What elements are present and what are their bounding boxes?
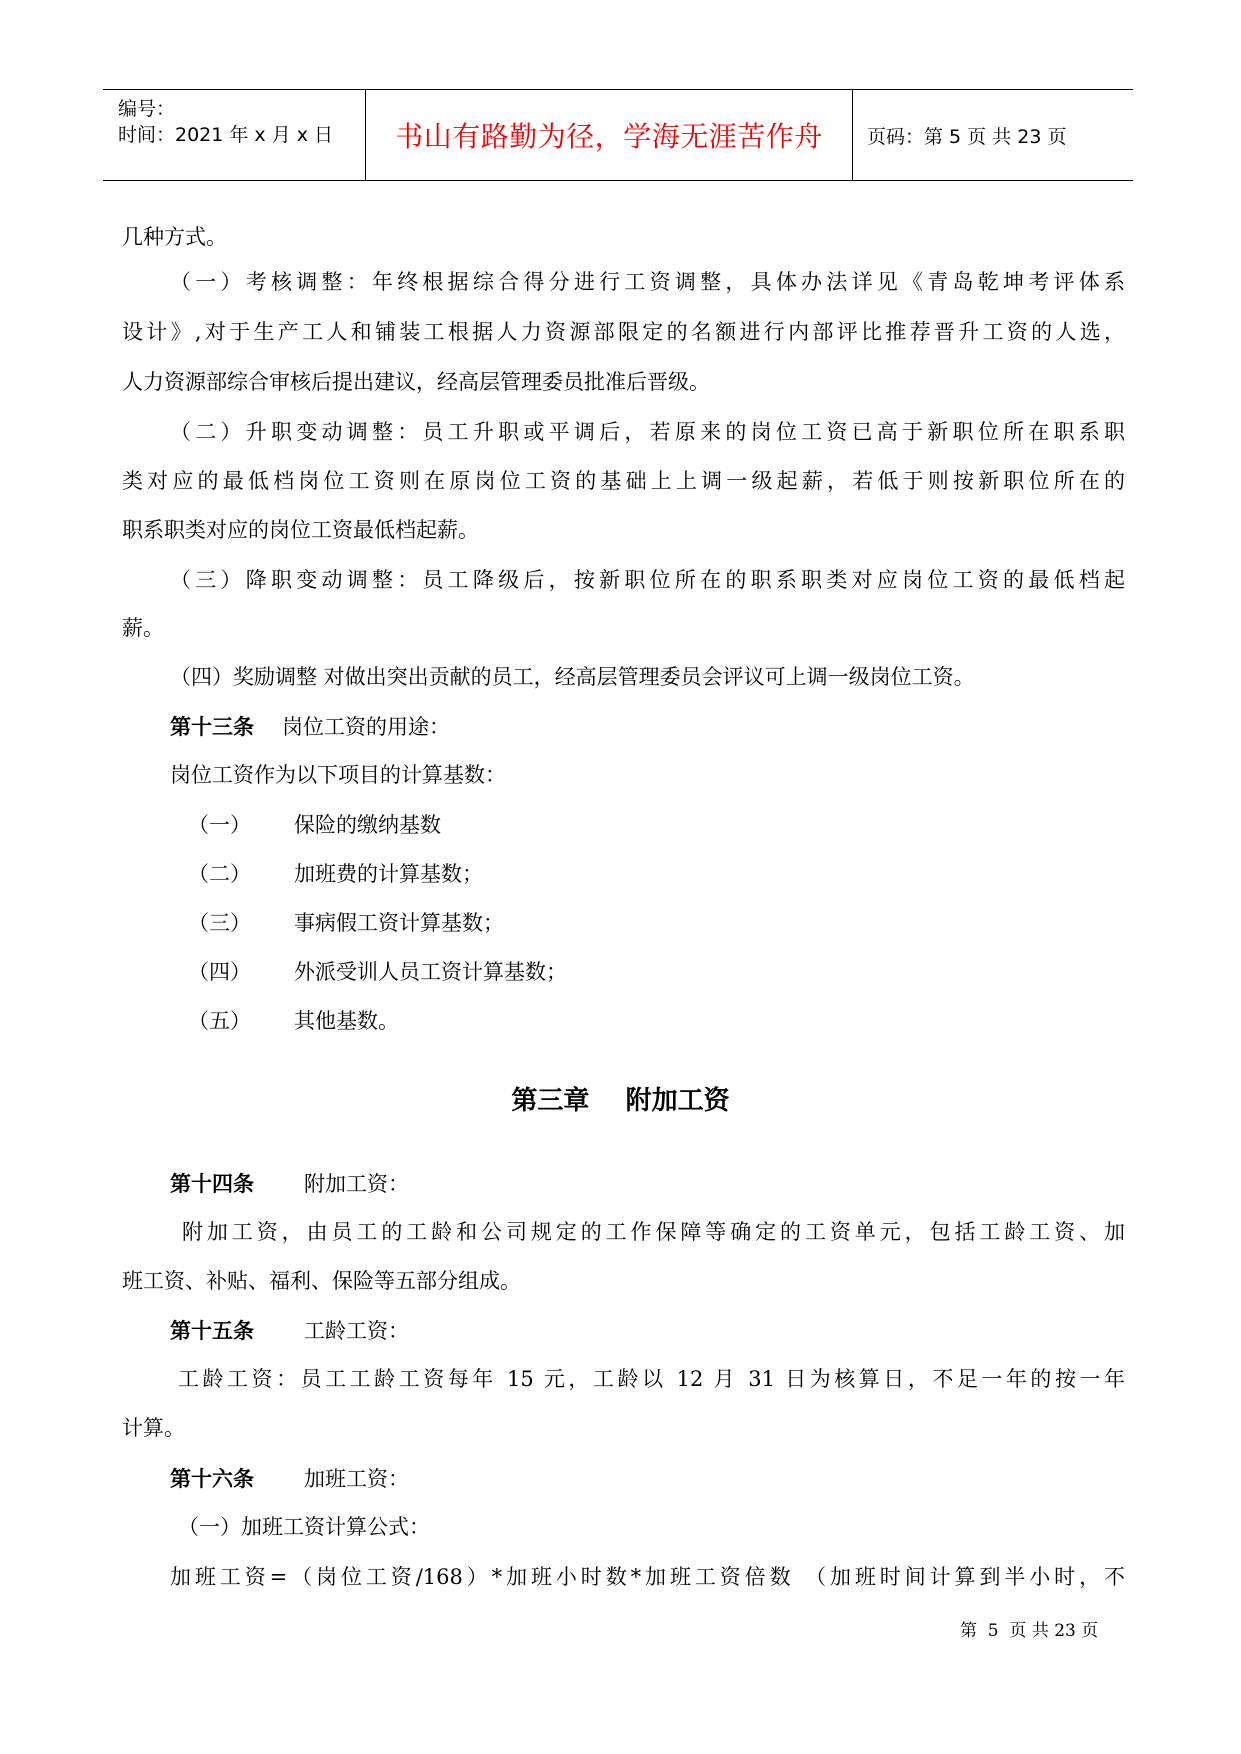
document-time-label: 时间：2021 年 x 月 x 日 [118,124,334,146]
article-title: 第十六条 [170,1466,254,1491]
article-title: 第十四条 [170,1171,254,1196]
list-number: （四） [188,960,251,984]
paragraph-line: 班工资、补贴、福利、保险等五部分组成。 [122,1269,521,1293]
document-header [103,89,1133,181]
article-text: 工龄工资： [304,1319,409,1343]
paragraph-line: 薪。 [122,616,164,640]
paragraph-line: 人力资源部综合审核后提出建议，经高层管理委员批准后晋级。 [122,370,710,394]
header-motto: 书山有路勤为径，学海无涯苦作舟 [395,120,823,153]
document-number-label: 编号： [118,98,176,120]
paragraph-line: 几种方式。 [122,225,227,249]
list-item [188,913,504,934]
list-number: （二） [188,862,251,886]
list-item [188,1011,399,1032]
list-text: 事病假工资计算基数； [294,911,504,935]
article-text: 岗位工资的用途： [282,715,450,739]
list-text: 保险的缴纳基数 [294,813,441,837]
list-text: 加班费的计算基数； [294,862,483,886]
article-15 [170,1320,409,1342]
paragraph-line: 职系职类对应的岗位工资最低档起薪。 [122,518,479,542]
paragraph-line: 计算。 [122,1416,185,1440]
article-title: 第十三条 [170,714,254,739]
paragraph-line: 工龄工资：员工工龄工资每年 15 元，工龄以 12 月 31 日为核算日，不足一年的按一年 [178,1367,1125,1391]
list-item [188,962,567,983]
article-13 [170,716,450,738]
header-middle-cell [366,90,853,180]
article-16 [170,1468,409,1490]
list-item [188,815,441,836]
header-left-cell [103,90,366,180]
list-number: （一） [188,813,251,837]
paragraph-line: 设计》,对于生产工人和铺装工根据人力资源部限定的名额进行内部评比推荐晋升工资的人选， [122,320,1125,344]
paragraph-line: 岗位工资作为以下项目的计算基数： [170,763,506,787]
list-item [188,864,483,885]
header-page-indicator: 页码：第 5 页 共 23 页 [867,126,1067,148]
chapter-heading: 第三章 附加工资 [511,1086,730,1116]
paragraph-line: （三）降职变动调整：员工降级后，按新职位所在的职系职类对应岗位工资的最低档起 [170,568,1125,592]
list-number: （三） [188,911,251,935]
header-right-cell [853,90,1133,180]
paragraph-line: 加班工资=（岗位工资/168）*加班小时数*加班工资倍数 （加班时间计算到半小时，不 [170,1565,1125,1589]
article-text: 附加工资： [304,1172,409,1196]
list-text: 外派受训人员工资计算基数； [294,960,567,984]
article-title: 第十五条 [170,1318,254,1343]
list-number: （五） [188,1009,251,1033]
paragraph-line: 附加工资，由员工的工龄和公司规定的工作保障等确定的工资单元，包括工龄工资、加 [182,1220,1125,1244]
list-text: 其他基数。 [294,1009,399,1033]
page-footer: 第 5 页 共 23 页 [960,1621,1099,1641]
paragraph-line: （四）奖励调整 对做出突出贡献的员工，经高层管理委员会评议可上调一级岗位工资。 [170,665,975,689]
paragraph-line: （二）升职变动调整：员工升职或平调后，若原来的岗位工资已高于新职位所在职系职 [170,420,1125,444]
paragraph-line: （一）考核调整：年终根据综合得分进行工资调整，具体办法详见《青岛乾坤考评体系 [170,270,1125,294]
article-text: 加班工资： [304,1467,409,1491]
paragraph-line: 类对应的最低档岗位工资则在原岗位工资的基础上上调一级起薪，若低于则按新职位所在的 [122,469,1125,493]
paragraph-line: （一）加班工资计算公式： [178,1515,430,1539]
article-14 [170,1173,409,1195]
